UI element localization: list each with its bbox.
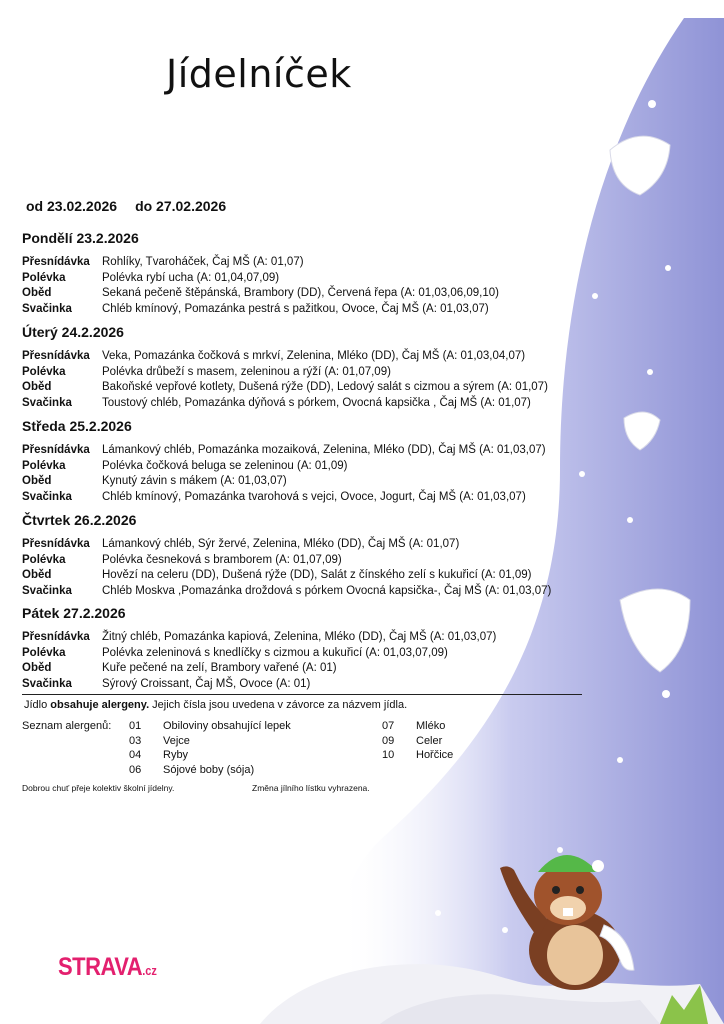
allergen-name: Ryby [163,749,189,761]
logo-main: STRAVA [58,952,143,981]
meal-label: Svačinka [22,396,72,409]
allergen-name: Mléko [416,720,446,732]
meal-text: Lámankový chléb, Sýr žervé, Zelenina, Mléko (DD), Čaj MŠ (A: 01,07) [102,538,460,550]
meal-label: Přesnídávka [22,350,90,362]
meal-label: Polévka [22,646,66,659]
meal-row-snack-afternoon [22,490,612,506]
meal-label: Svačinka [22,677,72,690]
footer-greeting: Dobrou chuť přeje kolektiv školní jídelny. [22,783,175,793]
meal-row-snack-morning [22,255,612,271]
meal-text: Kynutý závin s mákem (A: 01,03,07) [102,475,287,487]
meal-label: Přesnídávka [22,444,90,456]
meal-text: Toustový chléb, Pomazánka dýňová s pórkem, Ovocná kapsička , Čaj MŠ (A: 01,07) [102,396,531,409]
meal-label: Polévka [22,271,66,284]
allergen-item [382,719,445,734]
meal-text: Chléb kmínový, Pomazánka pestrá s pažitkou, Ovoce, Čaj MŠ (A: 01,03,07) [102,302,489,315]
allergen-code: 10 [382,749,395,761]
day-title: Pátek 27.2.2026 [22,605,126,621]
period-from: od 23.02.2026 [26,198,118,214]
day-title: Středa 25.2.2026 [22,418,132,434]
allergen-name: Vejce [163,734,190,747]
allergen-note-rest: Jejich čísla jsou uvedena v závorce za názvem jídla. [149,699,408,711]
meal-text: Sekaná pečeně štěpánská, Brambory (DD), Červená řepa (A: 01,03,06,09,10) [102,287,499,299]
allergen-name: Hořčice [416,749,454,761]
meal-text: Žitný chléb, Pomazánka kapiová, Zelenina, Mléko (DD), Čaj MŠ (A: 01,03,07) [102,631,497,643]
meal-row-soup [22,459,612,475]
allergen-name: Sójové boby (sója) [163,763,255,776]
period-to: do 27.02.2026 [135,198,227,214]
meal-label: Polévka [22,553,66,566]
allergen-name: Celer [416,734,443,747]
meal-row-snack-morning [22,349,612,365]
allergen-code: 09 [382,734,395,747]
day-monday [22,230,612,317]
meal-label: Oběd [22,287,52,299]
meal-row-lunch [22,568,612,584]
allergen-item [382,748,453,763]
meal-label: Svačinka [22,302,72,315]
day-thursday [22,512,612,599]
meal-text: Chléb Moskva ,Pomazánka droždová s pórkem Ovocná kapsička-, Čaj MŠ (A: 01,03,07) [102,584,552,597]
meal-row-soup [22,271,612,287]
meal-row-snack-morning [22,443,612,459]
day-title: Čtvrtek 26.2.2026 [22,512,137,528]
menu-period [26,198,226,214]
meal-label: Svačinka [22,584,72,597]
meal-text: Chléb kmínový, Pomazánka tvarohová s vejci, Ovoce, Jogurt, Čaj MŠ (A: 01,03,07) [102,490,526,503]
meal-text: Polévka rybí ucha (A: 01,04,07,09) [102,271,280,284]
meal-text: Lámankový chléb, Pomazánka mozaiková, Zelenina, Mléko (DD), Čaj MŠ (A: 01,03,07) [102,444,546,456]
day-tuesday [22,324,612,411]
allergen-code: 03 [129,734,142,747]
meal-text: Polévka čočková beluga se zeleninou (A: 01,09) [102,459,348,472]
strava-logo [58,952,157,982]
meal-row-snack-afternoon [22,584,612,600]
meal-row-snack-afternoon [22,677,612,693]
meal-label: Oběd [22,569,52,581]
meal-text: Polévka česneková s bramborem (A: 01,07,09) [102,553,342,566]
allergen-note-prefix: Jídlo [24,699,51,711]
meal-text: Veka, Pomazánka čočková s mrkví, Zelenina, Mléko (DD), Čaj MŠ (A: 01,03,04,07) [102,350,526,362]
allergen-item [129,748,188,763]
meal-label: Polévka [22,365,66,378]
page-title: Jídelníček [166,52,352,96]
allergen-code: 06 [129,763,142,776]
meal-text: Rohlíky, Tvaroháček, Čaj MŠ (A: 01,07) [102,256,304,268]
section-divider [22,694,582,695]
allergen-code: 07 [382,720,395,732]
day-wednesday [22,418,612,505]
meal-row-lunch [22,286,612,302]
allergen-item [129,763,254,778]
meal-label: Svačinka [22,490,72,503]
meal-text: Sýrový Croissant, Čaj MŠ, Ovoce (A: 01) [102,677,311,690]
meal-row-soup [22,365,612,381]
meal-row-soup [22,553,612,569]
day-friday [22,605,612,692]
meal-text: Hovězí na celeru (DD), Dušená rýže (DD), Salát z čínského zelí s kukuřicí (A: 01,09) [102,569,532,581]
allergen-name: Obiloviny obsahující lepek [163,720,291,732]
meal-row-snack-morning [22,537,612,553]
meal-label: Přesnídávka [22,256,90,268]
meal-text: Bakoňské vepřové kotlety, Dušená rýže (DD), Ledový salát s cizmou a sýrem (A: 01,07) [102,381,548,393]
meal-row-lunch [22,380,612,396]
day-title: Pondělí 23.2.2026 [22,230,139,246]
meal-label: Přesnídávka [22,538,90,550]
meal-label: Oběd [22,662,52,674]
meal-row-lunch [22,661,612,677]
footer-disclaimer: Změna jílního lístku vyhrazena. [252,783,370,793]
logo-suffix: .cz [142,964,157,979]
allergen-note [24,699,407,711]
allergen-note-bold: obsahuje alergeny. [50,699,150,711]
allergen-item [129,719,291,734]
meal-label: Oběd [22,381,52,393]
meal-row-lunch [22,474,612,490]
meal-row-soup [22,646,612,662]
meal-text: Polévka zeleninová s knedlíčky s cizmou a kukuřicí (A: 01,03,07,09) [102,646,448,659]
meal-label: Přesnídávka [22,631,90,643]
meal-label: Polévka [22,459,66,472]
meal-row-snack-afternoon [22,396,612,412]
day-title: Úterý 24.2.2026 [22,324,124,340]
allergen-code: 01 [129,720,142,732]
meal-text: Polévka drůbeží s masem, zeleninou a rýží (A: 01,07,09) [102,365,391,378]
meal-row-snack-afternoon [22,302,612,318]
allergen-item [129,734,190,749]
allergen-list-heading: Seznam alergenů: [22,720,112,732]
meal-text: Kuře pečené na zelí, Brambory vařené (A: 01) [102,662,337,674]
meal-row-snack-morning [22,630,612,646]
meal-label: Oběd [22,475,52,487]
allergen-item [382,734,442,749]
allergen-code: 04 [129,749,142,761]
